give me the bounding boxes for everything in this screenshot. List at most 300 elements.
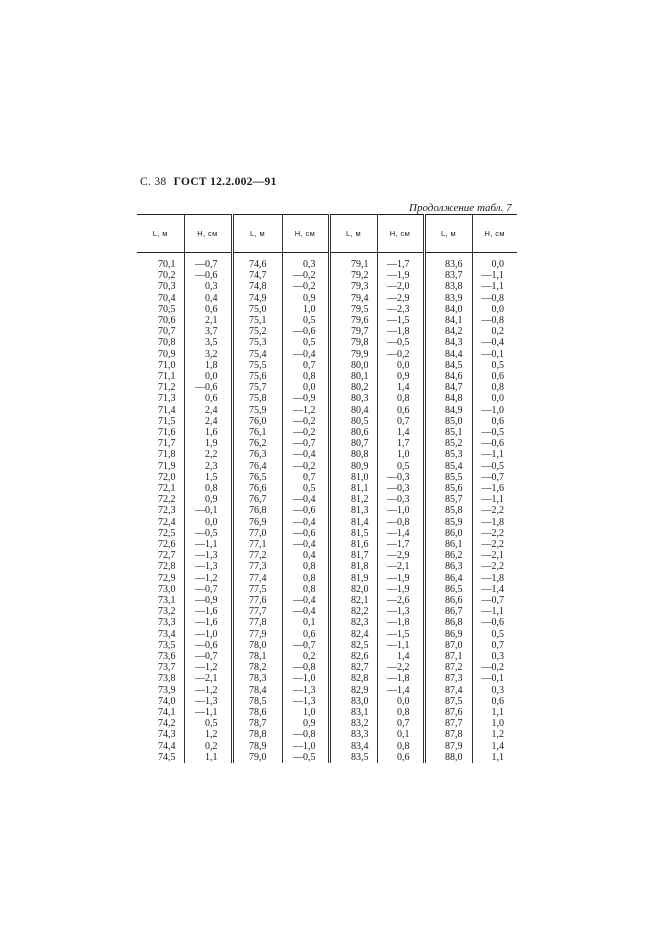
height-value: —1,1 (481, 270, 504, 282)
length-value: 80,9 (351, 460, 369, 472)
length-value: 81,4 (351, 516, 369, 528)
height-value: —2,2 (481, 527, 504, 539)
length-value: 83,8 (445, 281, 463, 293)
length-value: 76,6 (249, 483, 267, 494)
height-value: —1,2 (195, 684, 218, 696)
height-value: —2,9 (387, 550, 410, 562)
height-value: 0,5 (491, 628, 504, 640)
height-cell (472, 483, 517, 539)
height-value: —1,4 (481, 583, 504, 595)
length-cell (137, 315, 184, 371)
table-caption: Продолжение табл. 7 (409, 202, 512, 214)
length-value: 77,0 (249, 527, 267, 539)
length-value: 70,9 (158, 348, 176, 360)
height-cell (282, 253, 329, 316)
height-value: 0,5 (205, 718, 218, 730)
height-cell (377, 253, 424, 316)
length-cell (232, 595, 282, 651)
length-value: 70,5 (158, 303, 176, 315)
length-value: 80,4 (351, 404, 369, 416)
height-value: —0,7 (481, 595, 504, 606)
length-value: 86,8 (445, 617, 463, 629)
height-value: 0,7 (491, 639, 504, 651)
length-value: 77,8 (249, 617, 267, 629)
length-value: 81,1 (351, 483, 369, 494)
table-row-group (137, 483, 517, 539)
height-cell (184, 595, 232, 651)
height-value: 0,8 (303, 583, 316, 595)
height-value: 0,8 (397, 393, 410, 405)
length-cell (137, 595, 184, 651)
length-cell (329, 315, 377, 371)
height-value: —0,1 (481, 673, 504, 685)
length-cell (424, 595, 472, 651)
length-value: 78,2 (249, 662, 267, 674)
height-value: 0,1 (397, 729, 410, 741)
length-value: 75,3 (249, 337, 267, 349)
length-value: 82,8 (351, 673, 369, 685)
height-value: —2,6 (387, 595, 410, 606)
length-value: 70,8 (158, 337, 176, 349)
length-value: 83,1 (351, 707, 369, 718)
length-value: 73,6 (158, 651, 176, 662)
height-value: 3,7 (205, 326, 218, 338)
table-row-group (137, 707, 517, 763)
length-cell (137, 483, 184, 539)
height-value: 0,6 (491, 371, 504, 382)
length-cell (137, 427, 184, 483)
length-cell (232, 315, 282, 371)
length-value: 73,0 (158, 583, 176, 595)
length-value: 70,1 (158, 259, 176, 270)
height-value: —1,5 (387, 628, 410, 640)
height-value: —0,7 (195, 259, 218, 270)
length-value: 79,0 (249, 751, 267, 763)
height-value: —1,9 (387, 572, 410, 584)
height-value: 1,1 (491, 707, 504, 718)
length-cell (424, 539, 472, 595)
height-value: 0,9 (303, 718, 316, 730)
height-cell (282, 315, 329, 371)
height-value: —0,1 (481, 348, 504, 360)
length-value: 72,9 (158, 572, 176, 584)
height-value: 3,5 (205, 337, 218, 349)
height-value: 1,0 (303, 707, 316, 718)
height-value: —1,0 (293, 673, 316, 685)
length-value: 82,7 (351, 662, 369, 674)
height-value: —1,9 (387, 270, 410, 282)
height-cell (184, 707, 232, 763)
height-value: —2,0 (387, 281, 410, 293)
height-value: —2,2 (481, 539, 504, 550)
length-value: 84,7 (445, 382, 463, 394)
length-value: 75,5 (249, 359, 267, 371)
length-value: 71,1 (158, 371, 176, 382)
height-cell (472, 315, 517, 371)
height-value: —2,1 (387, 561, 410, 573)
length-value: 77,4 (249, 572, 267, 584)
length-value: 87,4 (445, 684, 463, 696)
height-value: 0,3 (303, 259, 316, 270)
length-value: 70,2 (158, 270, 176, 282)
length-cell (137, 707, 184, 763)
length-value: 83,0 (351, 695, 369, 707)
height-value: 1,0 (397, 449, 410, 461)
table-row-group (137, 595, 517, 651)
height-value: 0,6 (397, 404, 410, 416)
length-value: 83,9 (445, 292, 463, 304)
length-cell (137, 651, 184, 707)
length-value: 82,0 (351, 583, 369, 595)
height-value: —0,9 (293, 393, 316, 405)
height-value: 0,9 (205, 494, 218, 506)
height-value: 0,6 (303, 628, 316, 640)
length-value: 75,9 (249, 404, 267, 416)
length-value: 81,6 (351, 539, 369, 550)
length-value: 74,4 (158, 740, 176, 752)
length-value: 73,5 (158, 639, 176, 651)
length-value: 78,5 (249, 695, 267, 707)
length-value: 77,1 (249, 539, 267, 550)
height-value: 0,8 (205, 483, 218, 494)
length-cell (232, 427, 282, 483)
height-cell (282, 483, 329, 539)
length-value: 71,3 (158, 393, 176, 405)
length-value: 86,4 (445, 572, 463, 584)
length-value: 85,3 (445, 449, 463, 461)
length-value: 85,7 (445, 494, 463, 506)
length-value: 71,8 (158, 449, 176, 461)
length-value: 85,1 (445, 427, 463, 438)
page-label: С. 38 (140, 176, 167, 188)
length-value: 87,9 (445, 740, 463, 752)
header-row (137, 215, 517, 253)
length-cell (424, 315, 472, 371)
height-value: 0,3 (205, 281, 218, 293)
height-value: 1,2 (205, 729, 218, 741)
height-value: 1,7 (397, 438, 410, 450)
length-value: 71,7 (158, 438, 176, 450)
height-value: —1,0 (387, 505, 410, 517)
length-value: 73,9 (158, 684, 176, 696)
height-value: —0,7 (195, 583, 218, 595)
height-value: 0,5 (303, 315, 316, 326)
length-cell (424, 427, 472, 483)
length-value: 72,1 (158, 483, 176, 494)
height-value: 1,1 (205, 751, 218, 763)
height-value: —1,3 (293, 684, 316, 696)
height-value: —0,6 (195, 639, 218, 651)
length-value: 73,4 (158, 628, 176, 640)
height-value: —0,6 (195, 382, 218, 394)
height-value: 0,0 (491, 303, 504, 315)
height-value: 1,4 (397, 427, 410, 438)
height-cell (184, 651, 232, 707)
table-row-group (137, 427, 517, 483)
height-cell (377, 427, 424, 483)
height-value: —1,3 (195, 561, 218, 573)
height-value: —1,7 (387, 259, 410, 270)
length-value: 74,0 (158, 695, 176, 707)
height-value: 1,8 (205, 359, 218, 371)
height-value: 1,9 (205, 438, 218, 450)
height-value: —1,0 (481, 404, 504, 416)
length-value: 76,4 (249, 460, 267, 472)
height-cell (184, 483, 232, 539)
length-value: 70,7 (158, 326, 176, 338)
height-value: —0,5 (387, 337, 410, 349)
table-row-group (137, 371, 517, 427)
height-value: —0,7 (293, 639, 316, 651)
height-cell (377, 595, 424, 651)
height-value: —1,2 (195, 662, 218, 674)
height-value: 1,2 (491, 729, 504, 741)
height-value: 0,6 (205, 393, 218, 405)
height-value: 0,9 (397, 371, 410, 382)
page-header (140, 176, 277, 188)
height-value: —1,8 (387, 326, 410, 338)
height-value: 1,6 (205, 427, 218, 438)
height-value: 0,0 (397, 359, 410, 371)
table-row-group (137, 253, 517, 316)
height-value: —1,6 (195, 606, 218, 618)
col-header-h: H, см (472, 215, 517, 253)
height-cell (184, 427, 232, 483)
length-value: 77,2 (249, 550, 267, 562)
length-value: 76,1 (249, 427, 267, 438)
length-value: 77,9 (249, 628, 267, 640)
height-value: 2,3 (205, 460, 218, 472)
height-value: 0,4 (205, 292, 218, 304)
height-value: —0,4 (293, 494, 316, 506)
height-value: 1,1 (491, 751, 504, 763)
height-value: 0,6 (397, 751, 410, 763)
length-value: 80,8 (351, 449, 369, 461)
height-cell (377, 651, 424, 707)
length-value: 86,7 (445, 606, 463, 618)
height-value: —1,6 (481, 483, 504, 494)
data-table (137, 214, 517, 763)
height-value: —0,3 (387, 483, 410, 494)
height-value: —0,7 (481, 471, 504, 483)
length-value: 76,0 (249, 415, 267, 427)
length-cell (329, 253, 377, 316)
height-value: 0,0 (205, 371, 218, 382)
length-value: 71,0 (158, 359, 176, 371)
length-value: 80,6 (351, 427, 369, 438)
height-cell (282, 707, 329, 763)
height-cell (377, 707, 424, 763)
length-value: 80,3 (351, 393, 369, 405)
height-value: 0,8 (491, 382, 504, 394)
height-value: —0,8 (293, 662, 316, 674)
length-value: 86,5 (445, 583, 463, 595)
length-value: 82,6 (351, 651, 369, 662)
height-value: —1,1 (195, 539, 218, 550)
length-value: 87,3 (445, 673, 463, 685)
length-value: 75,1 (249, 315, 267, 326)
standard-number: ГОСТ 12.2.002—91 (173, 176, 277, 188)
height-value: —0,8 (293, 729, 316, 741)
length-value: 72,6 (158, 539, 176, 550)
length-value: 75,8 (249, 393, 267, 405)
height-value: —0,4 (293, 606, 316, 618)
length-value: 87,6 (445, 707, 463, 718)
length-value: 75,0 (249, 303, 267, 315)
length-value: 76,9 (249, 516, 267, 528)
length-value: 81,9 (351, 572, 369, 584)
length-value: 86,0 (445, 527, 463, 539)
height-value: —0,8 (387, 516, 410, 528)
height-value: —0,2 (481, 662, 504, 674)
height-value: —1,3 (195, 695, 218, 707)
height-value: —0,6 (293, 505, 316, 517)
height-value: 0,7 (397, 415, 410, 427)
length-value: 75,7 (249, 382, 267, 394)
length-value: 87,2 (445, 662, 463, 674)
length-cell (232, 707, 282, 763)
col-header-l: L, м (232, 215, 282, 253)
height-value: 2,2 (205, 449, 218, 461)
height-value: —0,2 (293, 460, 316, 472)
length-cell (329, 651, 377, 707)
length-value: 82,3 (351, 617, 369, 629)
height-cell (472, 253, 517, 316)
length-value: 79,4 (351, 292, 369, 304)
length-value: 74,9 (249, 292, 267, 304)
length-value: 78,4 (249, 684, 267, 696)
height-value: 0,2 (205, 740, 218, 752)
height-value: —0,4 (293, 516, 316, 528)
height-value: —1,8 (387, 617, 410, 629)
length-value: 73,3 (158, 617, 176, 629)
length-value: 87,0 (445, 639, 463, 651)
col-header-l: L, м (424, 215, 472, 253)
length-value: 78,1 (249, 651, 267, 662)
length-value: 75,4 (249, 348, 267, 360)
height-value: 0,5 (491, 359, 504, 371)
height-value: —1,8 (387, 673, 410, 685)
height-value: —1,5 (387, 315, 410, 326)
height-cell (472, 595, 517, 651)
height-value: —0,8 (481, 292, 504, 304)
length-value: 79,1 (351, 259, 369, 270)
height-value: 0,6 (205, 303, 218, 315)
height-value: —1,8 (481, 516, 504, 528)
length-value: 71,4 (158, 404, 176, 416)
height-cell (184, 315, 232, 371)
length-value: 84,2 (445, 326, 463, 338)
length-value: 77,5 (249, 583, 267, 595)
length-value: 83,2 (351, 718, 369, 730)
height-cell (377, 483, 424, 539)
height-value: —2,1 (195, 673, 218, 685)
length-value: 83,4 (351, 740, 369, 752)
table-row-group (137, 651, 517, 707)
height-value: —1,4 (387, 527, 410, 539)
height-value: 1,5 (205, 471, 218, 483)
height-value: 2,1 (205, 315, 218, 326)
height-cell (282, 539, 329, 595)
length-value: 84,4 (445, 348, 463, 360)
height-value: —0,6 (293, 326, 316, 338)
height-value: 1,0 (303, 303, 316, 315)
height-value: 0,5 (303, 337, 316, 349)
length-cell (329, 483, 377, 539)
col-header-h: H, см (184, 215, 232, 253)
height-value: 1,4 (491, 740, 504, 752)
length-value: 83,7 (445, 270, 463, 282)
height-value: 0,6 (491, 695, 504, 707)
length-value: 84,6 (445, 371, 463, 382)
length-value: 86,6 (445, 595, 463, 606)
length-cell (137, 371, 184, 427)
length-value: 82,9 (351, 684, 369, 696)
length-value: 76,5 (249, 471, 267, 483)
height-value: —1,0 (293, 740, 316, 752)
length-value: 82,2 (351, 606, 369, 618)
length-value: 83,6 (445, 259, 463, 270)
length-value: 85,0 (445, 415, 463, 427)
length-value: 82,4 (351, 628, 369, 640)
height-value: —1,1 (481, 449, 504, 461)
height-value: —1,3 (293, 695, 316, 707)
height-value: —0,7 (195, 651, 218, 662)
length-value: 87,8 (445, 729, 463, 741)
length-value: 74,6 (249, 259, 267, 270)
length-value: 77,3 (249, 561, 267, 573)
height-value: —0,4 (293, 348, 316, 360)
height-value: —1,4 (387, 684, 410, 696)
length-value: 85,6 (445, 483, 463, 494)
height-value: —1,8 (481, 572, 504, 584)
length-value: 77,6 (249, 595, 267, 606)
length-value: 87,7 (445, 718, 463, 730)
length-value: 78,0 (249, 639, 267, 651)
length-value: 70,3 (158, 281, 176, 293)
height-value: —0,2 (387, 348, 410, 360)
height-cell (184, 253, 232, 316)
length-value: 86,2 (445, 550, 463, 562)
height-cell (282, 651, 329, 707)
length-value: 84,1 (445, 315, 463, 326)
height-value: —0,7 (293, 438, 316, 450)
height-value: 0,8 (303, 371, 316, 382)
height-value: —1,1 (481, 281, 504, 293)
length-value: 70,4 (158, 292, 176, 304)
length-cell (329, 707, 377, 763)
length-cell (329, 539, 377, 595)
height-value: —1,9 (387, 583, 410, 595)
height-value: —0,5 (293, 751, 316, 763)
height-value: —0,4 (481, 337, 504, 349)
height-value: 0,8 (303, 561, 316, 573)
height-value: —0,2 (293, 281, 316, 293)
length-value: 71,6 (158, 427, 176, 438)
length-cell (329, 427, 377, 483)
length-value: 83,3 (351, 729, 369, 741)
length-value: 79,8 (351, 337, 369, 349)
length-value: 71,5 (158, 415, 176, 427)
length-value: 81,0 (351, 471, 369, 483)
height-value: 0,7 (397, 718, 410, 730)
length-value: 79,3 (351, 281, 369, 293)
height-value: —1,6 (195, 617, 218, 629)
height-value: —1,7 (387, 539, 410, 550)
length-cell (424, 651, 472, 707)
height-value: —0,6 (195, 270, 218, 282)
height-value: —1,1 (387, 639, 410, 651)
